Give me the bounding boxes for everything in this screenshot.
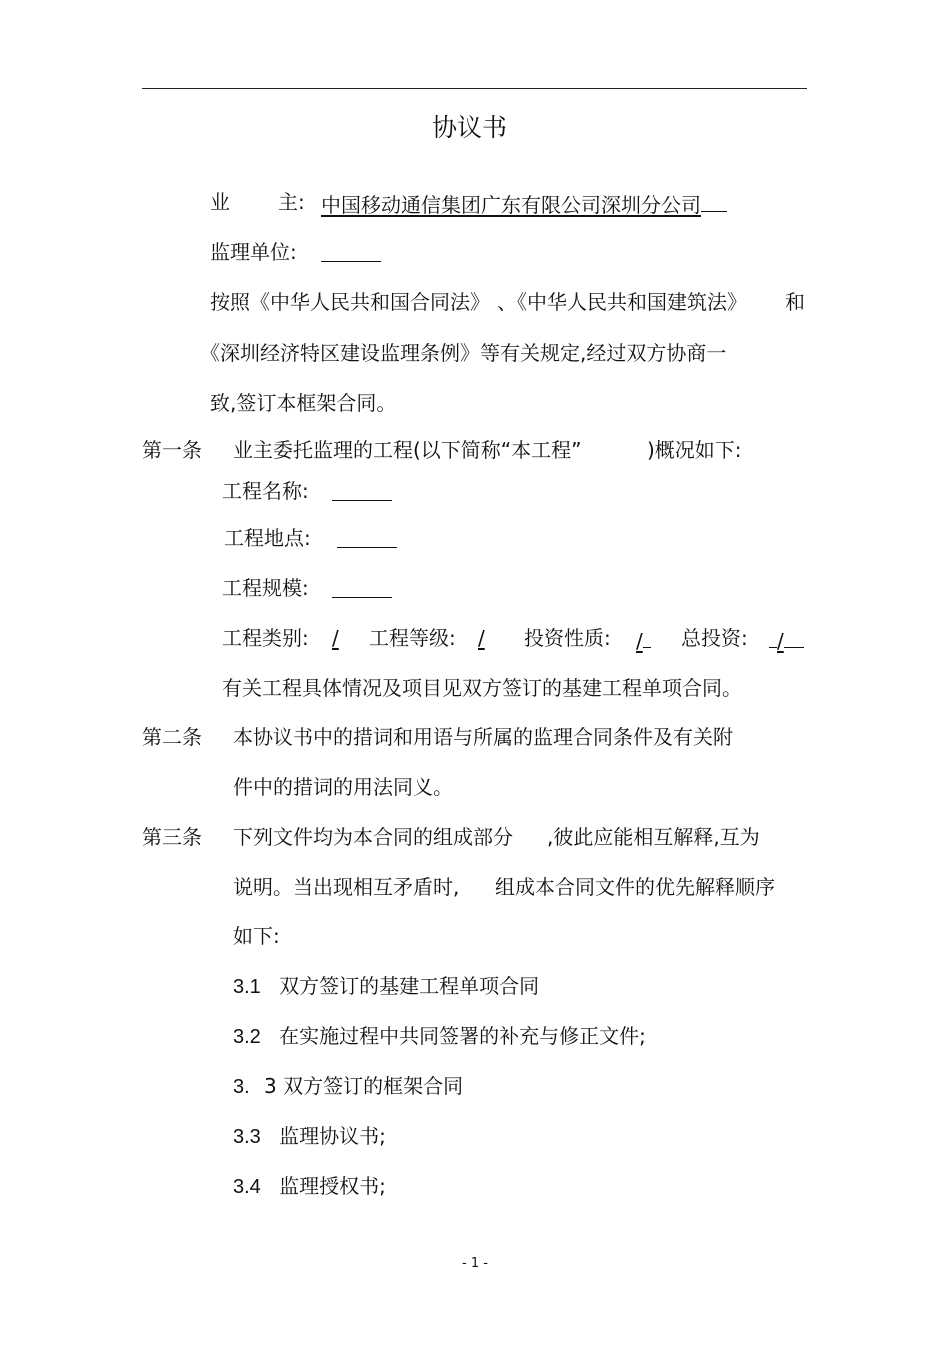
article3-line2-a: 说明。当出现相互矛盾时, [233,875,460,899]
document-title: 协议书 [432,113,508,142]
supervisor-blank [321,239,381,262]
list-item-text: 监理协议书; [279,1124,386,1148]
preamble-line2: 《深圳经济特区建设监理条例》等有关规定,经过双方协商一 [200,341,727,365]
project-category-value [332,625,339,651]
project-category-value-text: / [332,626,339,650]
article3-line3: 如下: [233,924,280,948]
list-item-text: 3 双方签订的框架合同 [264,1074,464,1098]
article1-text-b: )概况如下: [647,438,742,462]
list-item-number: 3. [233,1076,250,1098]
list-item-text: 监理授权书; [279,1174,386,1198]
list-item-text: 在实施过程中共同签署的补充与修正文件; [279,1024,646,1048]
project-category-label: 工程类别: [222,626,309,650]
total-investment-label: 总投资: [681,626,748,650]
owner-label-part1: 业 [210,190,230,214]
project-grade-value-text: / [478,626,485,650]
article2-line1: 本协议书中的措词和用语与所属的监理合同条件及有关附 [233,725,733,749]
project-name-blank-wrap [332,478,392,507]
article3-line2-b: 组成本合同文件的优先解释顺序 [495,875,775,899]
project-grade-label: 工程等级: [369,626,456,650]
supervisor-blank-wrap [321,239,381,268]
header-rule [142,88,807,89]
list-item [233,1073,463,1100]
total-investment-blank-right [784,625,804,648]
owner-blank [701,189,727,212]
article1-text-a: 业主委托监理的工程(以下简称“本工程” [233,438,582,462]
list-item [233,1023,646,1050]
project-location-blank [337,525,397,548]
list-item-number: 3.4 [233,1176,261,1198]
project-name-blank [332,478,392,501]
project-scale-label: 工程规模: [222,576,309,600]
article3-line1-a: 下列文件均为本合同的组成部分 [233,825,513,849]
project-location-blank-wrap [337,525,397,554]
owner-value [321,189,727,218]
article1-label: 第一条 [142,438,202,462]
list-item-number: 3.2 [233,1026,261,1048]
project-scale-blank [332,575,392,598]
total-investment-value [769,625,804,654]
list-item [233,1123,386,1150]
page-number: - 1 - [462,1256,488,1271]
investment-nature-value-text: / [636,629,643,653]
preamble-line1-a: 按照《中华人民共和国合同法》 [210,290,490,314]
article2-line2: 件中的措词的用法同义。 [233,775,453,799]
list-item [233,973,539,1000]
investment-nature-label: 投资性质: [524,626,611,650]
list-item-number: 3.3 [233,1126,261,1148]
preamble-line1-b: 、《中华人民共和国建筑法》 [497,290,747,314]
total-investment-value-text: / [777,629,784,653]
list-item-number: 3.1 [233,976,261,998]
project-location-label: 工程地点: [224,526,311,550]
supervisor-label: 监理单位: [210,240,297,264]
preamble-line1-c: 和 [785,290,805,314]
owner-label-part2: 主: [278,190,305,214]
project-scale-blank-wrap [332,575,392,604]
article3-label: 第三条 [142,825,202,849]
project-grade-value [478,625,485,651]
article3-line1-b: ,彼此应能相互解释,互为 [547,825,760,849]
project-name-label: 工程名称: [222,479,309,503]
owner-value-text: 中国移动通信集团广东有限公司深圳分公司 [321,193,701,217]
article2-label: 第二条 [142,725,202,749]
investment-nature-value [636,625,651,654]
preamble-line3: 致,签订本框架合同。 [210,391,397,415]
list-item-text: 双方签订的基建工程单项合同 [279,974,540,998]
article1-note: 有关工程具体情况及项目见双方签订的基建工程单项合同。 [222,676,742,700]
investment-nature-blank [643,625,651,648]
list-item [233,1173,386,1200]
total-investment-blank-left [769,625,777,648]
